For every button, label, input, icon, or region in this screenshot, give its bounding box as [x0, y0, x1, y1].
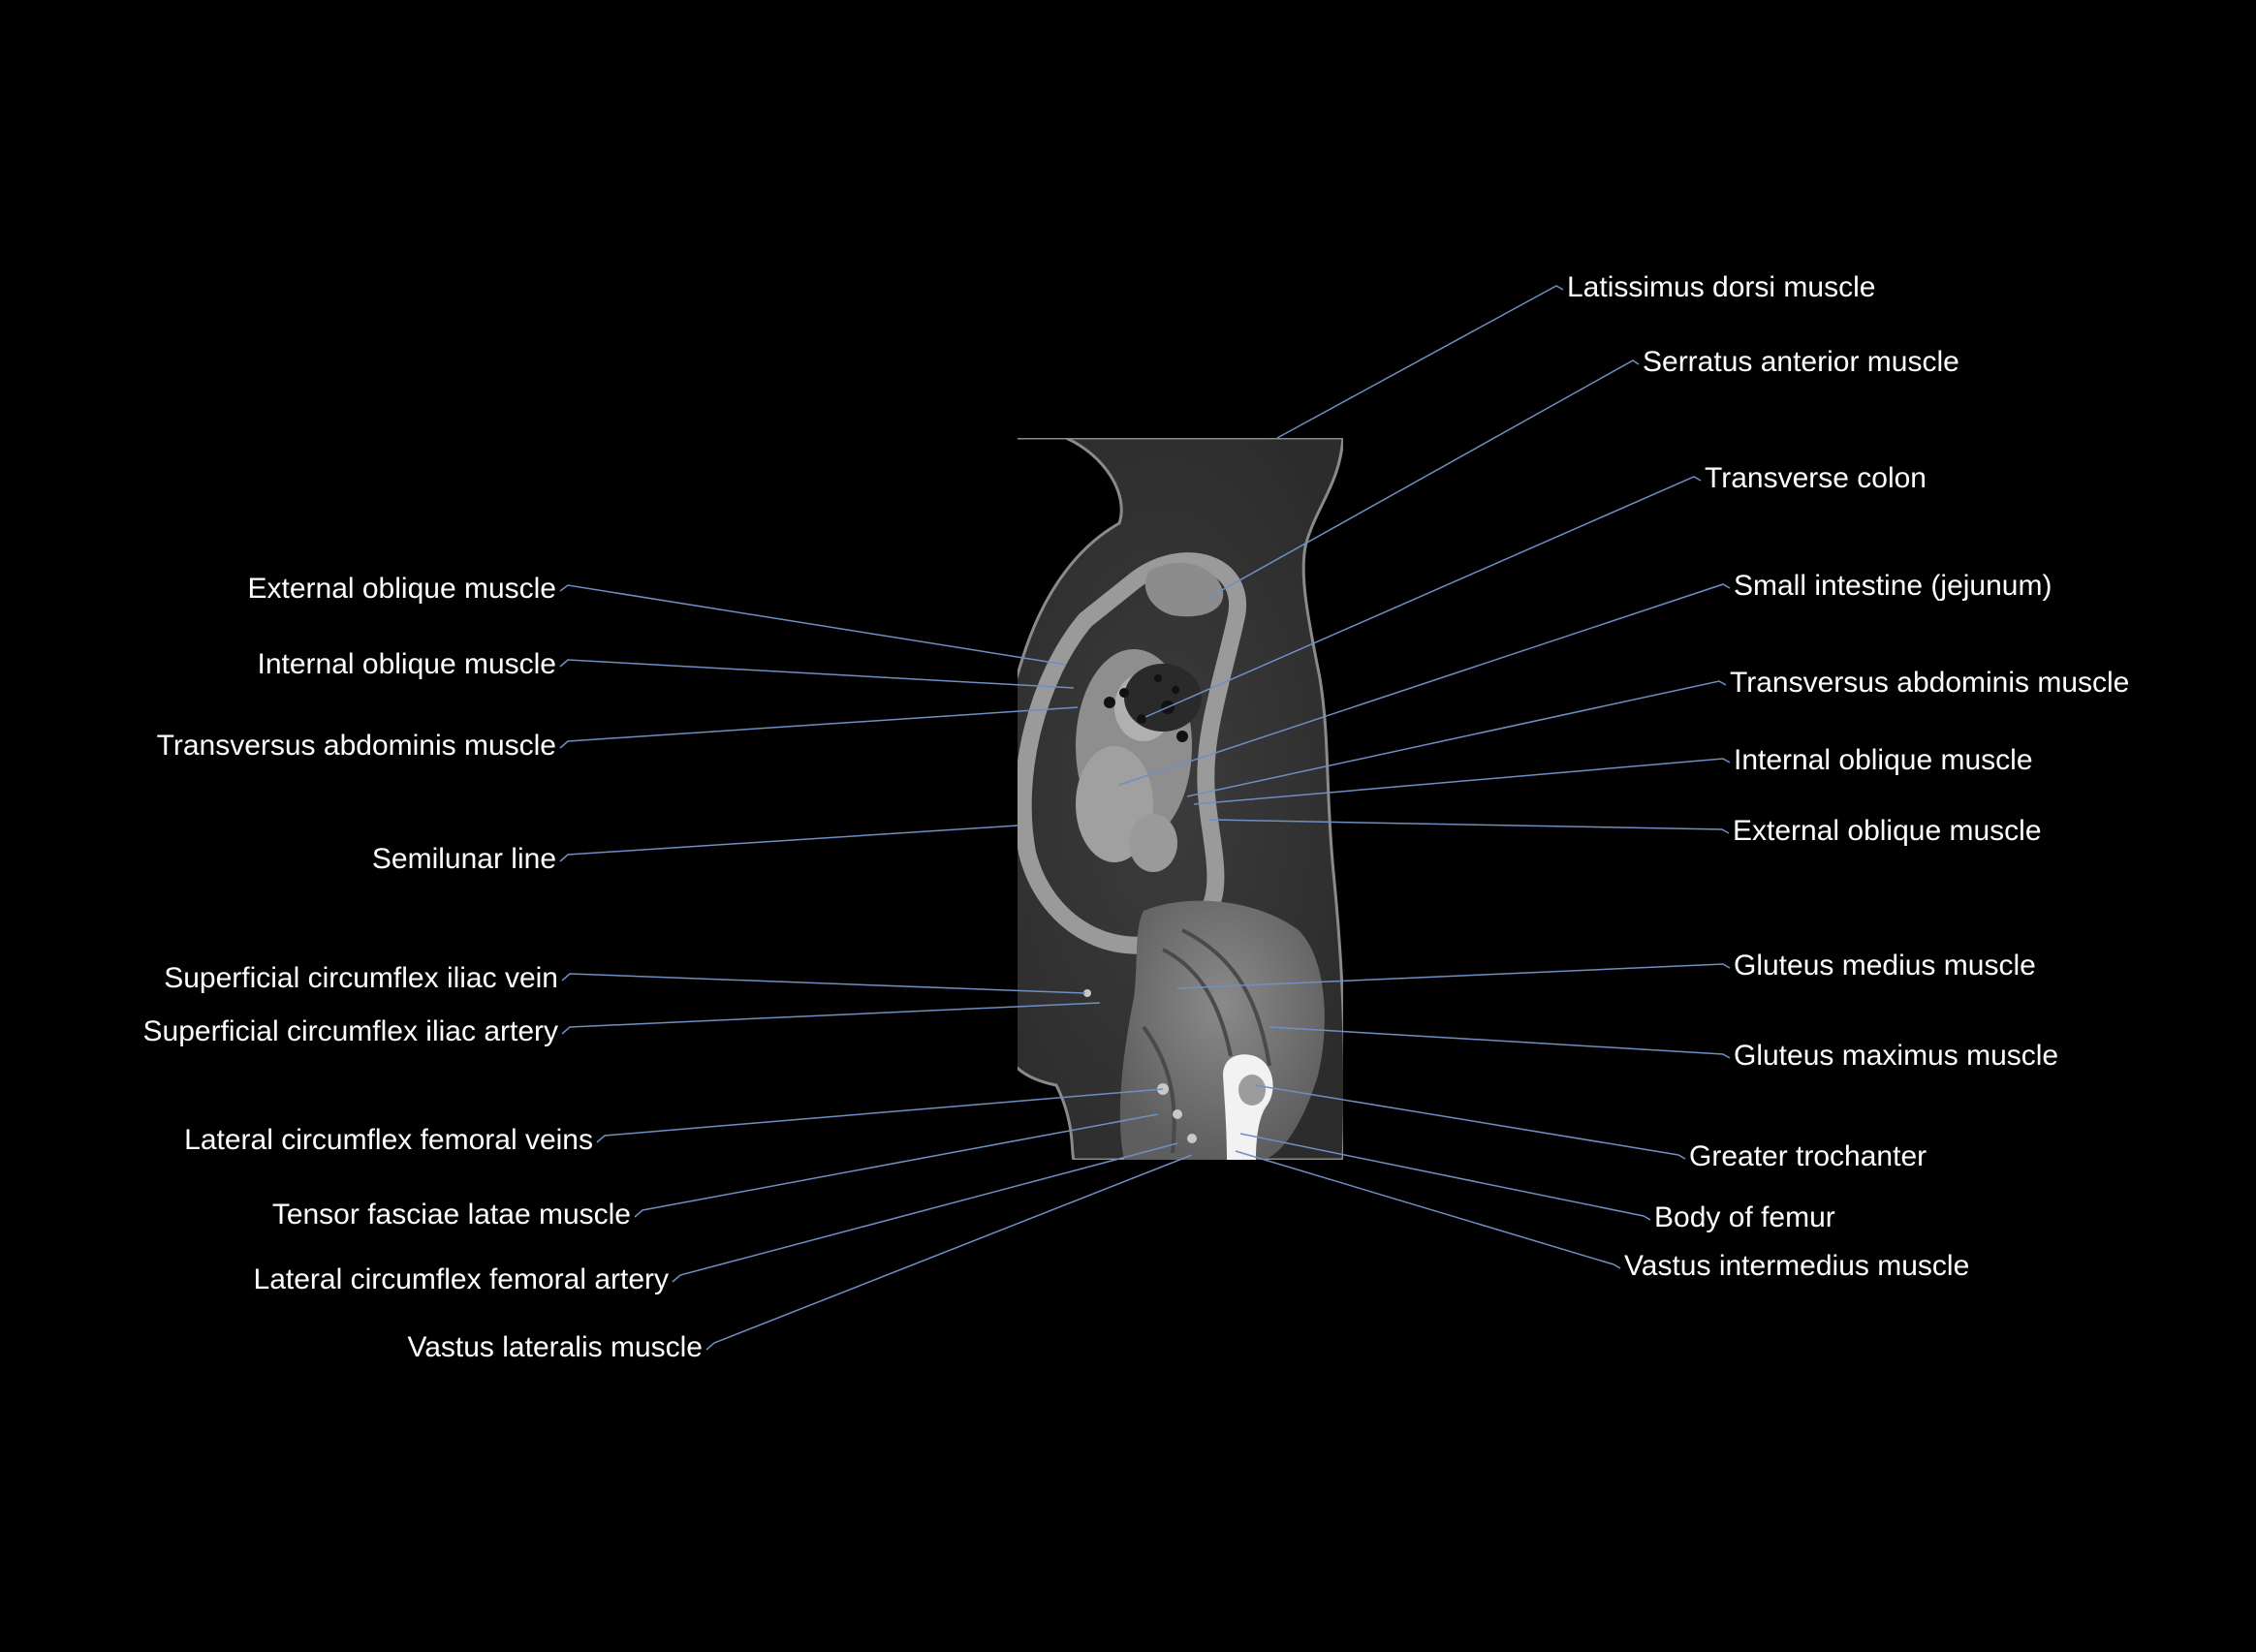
label-body-of-femur: Body of femur	[1654, 1201, 1835, 1233]
leader-transversus-abdominis-left	[560, 707, 1078, 748]
label-latissimus-dorsi: Latissimus dorsi muscle	[1567, 271, 1876, 303]
label-internal-oblique-right: Internal oblique muscle	[1734, 744, 2033, 776]
label-external-oblique-right: External oblique muscle	[1733, 815, 2042, 847]
label-lateral-circumflex-femoral-veins: Lateral circumflex femoral veins	[184, 1124, 593, 1156]
label-greater-trochanter: Greater trochanter	[1689, 1140, 1927, 1172]
label-transversus-abdominis-right: Transversus abdominis muscle	[1730, 667, 2130, 699]
leader-vastus-intermedius	[1236, 1151, 1620, 1268]
leader-body-of-femur	[1240, 1134, 1650, 1220]
leader-external-oblique-left	[560, 585, 1066, 665]
label-external-oblique-left: External oblique muscle	[247, 573, 556, 605]
leader-superficial-circumflex-iliac-vein	[562, 974, 1085, 993]
label-internal-oblique-left: Internal oblique muscle	[257, 648, 556, 680]
leader-lateral-circumflex-femoral-artery	[673, 1143, 1177, 1282]
leader-internal-oblique-left	[560, 660, 1074, 688]
label-serratus-anterior: Serratus anterior muscle	[1643, 346, 1959, 378]
label-transverse-colon: Transverse colon	[1705, 462, 1927, 494]
label-vastus-intermedius: Vastus intermedius muscle	[1624, 1250, 1970, 1282]
label-tensor-fasciae-latae: Tensor fasciae latae muscle	[271, 1199, 631, 1231]
label-small-intestine: Small intestine (jejunum)	[1734, 570, 2052, 602]
label-semilunar-line: Semilunar line	[371, 843, 556, 875]
label-gluteus-medius: Gluteus medius muscle	[1734, 950, 2036, 982]
leader-latissimus-dorsi	[1277, 286, 1563, 438]
label-lateral-circumflex-femoral-artery: Lateral circumflex femoral artery	[253, 1263, 669, 1295]
label-superficial-circumflex-iliac-vein: Superficial circumflex iliac vein	[164, 962, 558, 994]
label-transversus-abdominis-left: Transversus abdominis muscle	[156, 730, 556, 762]
label-gluteus-maximus: Gluteus maximus muscle	[1734, 1040, 2059, 1072]
label-vastus-lateralis: Vastus lateralis muscle	[407, 1331, 703, 1363]
leader-semilunar-line	[560, 826, 1018, 861]
label-superficial-circumflex-iliac-artery: Superficial circumflex iliac artery	[142, 1015, 558, 1047]
